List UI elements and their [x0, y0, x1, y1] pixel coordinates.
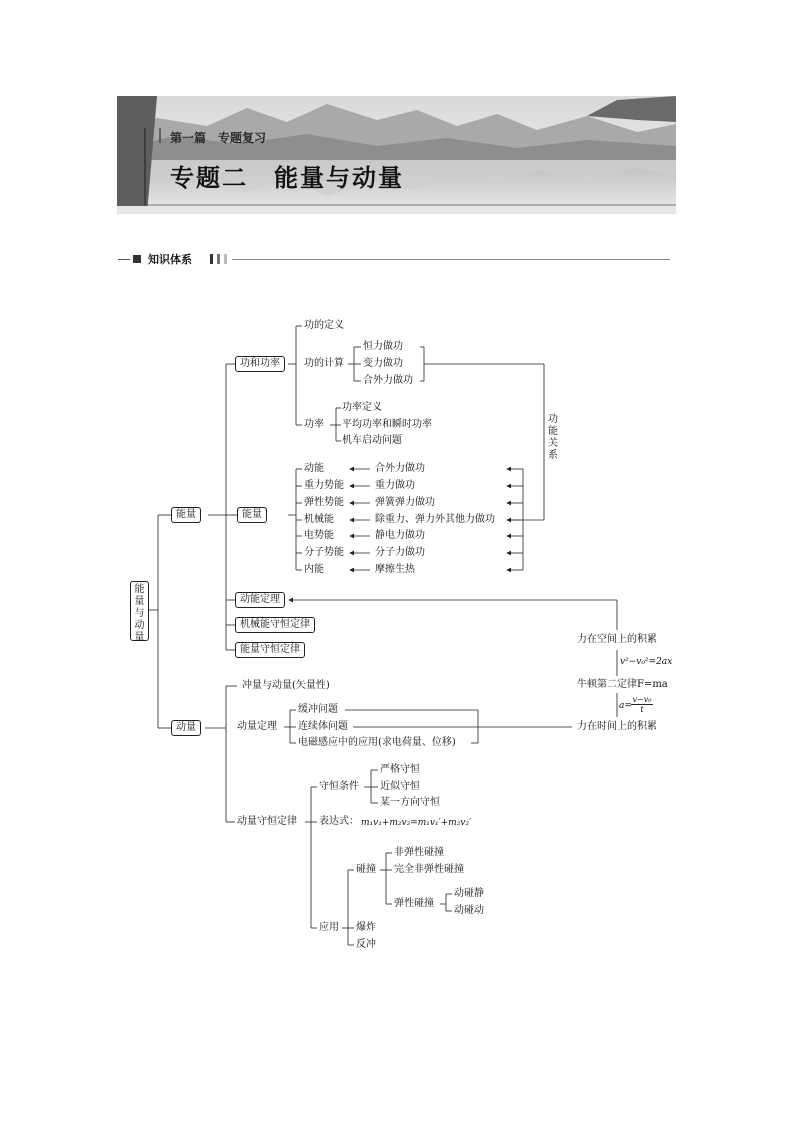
energy-form: 动能: [304, 463, 324, 474]
work-calculation: 功的计算: [304, 358, 344, 369]
energy-work: 分子力做功: [375, 547, 425, 558]
collision-item: 完全非弹性碰撞: [394, 864, 464, 875]
impulse-momentum-label: 冲量与动量(矢量性): [242, 680, 330, 691]
elastic-collision-label: 弹性碰撞: [394, 898, 434, 909]
conservation-condition-item: 严格守恒: [380, 764, 420, 775]
energy-conservation-node: 能量守恒定律: [235, 642, 305, 658]
energy-work: 弹簧弹力做功: [375, 497, 435, 508]
momentum-branch-node: 动量: [171, 720, 201, 736]
work-calc-item: 恒力做功: [363, 341, 403, 352]
conservation-condition-label: 守恒条件: [319, 781, 359, 792]
newton-second-law: 牛顿第二定律F=ma: [577, 679, 668, 690]
collision-label: 碰撞: [356, 864, 376, 875]
recoil-label: 反冲: [356, 939, 376, 950]
energy-form: 弹性势能: [304, 497, 344, 508]
application-label: 应用: [319, 922, 339, 933]
conservation-condition-item: 近似守恒: [380, 781, 420, 792]
momentum-theorem-item: 电磁感应中的应用(求电荷量、位移): [298, 737, 456, 748]
root-node: [130, 581, 149, 641]
expression-label: 表达式：: [319, 816, 359, 827]
work-energy-relation-label: 功能关系: [548, 414, 558, 461]
energy-form: 分子势能: [304, 547, 344, 558]
acceleration-denominator: t: [640, 705, 644, 714]
explosion-label: 爆炸: [356, 922, 376, 933]
momentum-theorem-label: 动量定理: [237, 721, 277, 732]
power-item: 功率定义: [342, 402, 382, 413]
elastic-collision-item: 动碰静: [454, 888, 484, 899]
energy-node: 能量: [237, 507, 267, 523]
work-calc-item: 合外力做功: [363, 375, 413, 386]
momentum-theorem-item: 缓冲问题: [298, 704, 338, 715]
energy-work: 摩擦生热: [375, 564, 415, 575]
topic-title: 专题二 能量与动量: [170, 164, 404, 192]
energy-form: 电势能: [304, 530, 334, 541]
time-integral-label: 力在时间上的积累: [577, 721, 657, 732]
kinetic-energy-theorem-node: 动能定理: [235, 592, 285, 608]
power-node: 功率: [304, 419, 324, 430]
energy-work: 静电力做功: [375, 530, 425, 541]
momentum-theorem-item: 连续体问题: [298, 721, 348, 732]
energy-form: 重力势能: [304, 480, 344, 491]
space-integral-label: 力在空间上的积累: [577, 634, 657, 645]
acceleration-numerator: v−v₀: [632, 695, 652, 704]
mechanical-energy-conservation-node: 机械能守恒定律: [235, 617, 315, 633]
energy-work: 合外力做功: [375, 463, 425, 474]
part-label: 第一篇 专题复习: [170, 131, 267, 145]
power-item: 平均功率和瞬时功率: [342, 419, 432, 430]
energy-form: 内能: [304, 564, 324, 575]
collision-item: 非弹性碰撞: [394, 847, 444, 858]
work-power-node: 功和功率: [235, 356, 285, 372]
elastic-collision-item: 动碰动: [454, 905, 484, 916]
energy-form: 机械能: [304, 514, 334, 525]
section-title: 知识体系: [148, 253, 192, 266]
conservation-condition-item: 某一方向守恒: [380, 797, 440, 808]
energy-branch-node: 能量: [171, 507, 201, 523]
kinematics-equation: v²−v₀²=2ax: [620, 657, 673, 667]
energy-work: 除重力、弹力外其他力做功: [375, 514, 495, 525]
acceleration-prefix: a=: [619, 701, 632, 711]
banner-frame: [0, 0, 794, 230]
work-calc-item: 变力做功: [363, 358, 403, 369]
work-definition: 功的定义: [304, 320, 344, 331]
momentum-expression: m₁v₁+m₂v₂=m₁v₁′+m₂v₂′: [361, 818, 472, 828]
momentum-conservation-label: 动量守恒定律: [237, 816, 297, 827]
power-item: 机车启动问题: [342, 435, 402, 446]
root-label: 能量与动量: [134, 584, 145, 643]
energy-work: 重力做功: [375, 480, 415, 491]
